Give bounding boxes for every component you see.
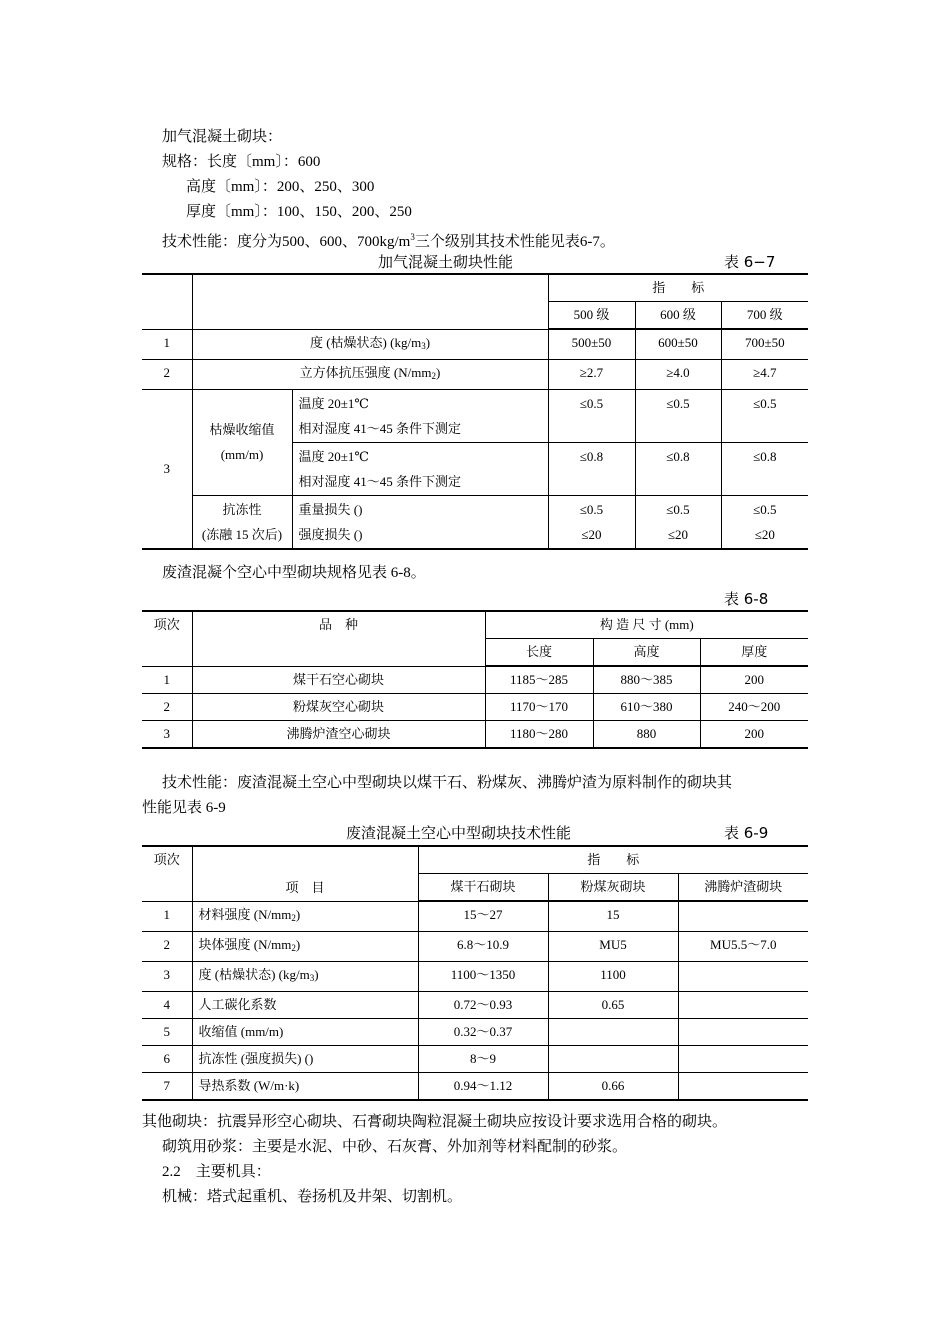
- table1-row-4-cond: [292, 495, 548, 549]
- outro-line-1: 其他砌块：抗震异形空心砌块、石膏砌块陶粒混凝土砌块应按设计要求选用合格的砌块。: [142, 1114, 728, 1130]
- table1-row-3b-v700: ≤0.8: [721, 442, 808, 495]
- table2-header-kind: 品 种: [192, 611, 485, 666]
- table2-row-2-height: 610～380: [593, 694, 700, 721]
- table2-header-height: 高度: [593, 639, 700, 667]
- table3-row-6: [142, 1045, 808, 1072]
- table1-row-4-v500-a: ≤0.5: [579, 501, 604, 517]
- table3-label: 表 6-9: [724, 824, 769, 842]
- table3-header-flyash: 粉煤灰砌块: [548, 874, 678, 902]
- table2-row-2-kind: 粉煤灰空心砌块: [192, 694, 485, 721]
- table1-row-1-v700: 700±50: [721, 329, 808, 359]
- table-6-9: [142, 845, 808, 1101]
- table3-row-2-slag: MU5.5～7.0: [678, 931, 808, 961]
- para-table-6-8-intro: 废渣混凝个空心中型砌块规格见表 6-8。: [162, 565, 426, 581]
- table1-row-3a-cond-1: 温度 20±1℃: [298, 395, 369, 411]
- table1-row-2-v700: ≥4.7: [721, 359, 808, 389]
- table3-row-1: [142, 901, 808, 931]
- table1-row-4-v700-a: ≤0.5: [753, 501, 777, 517]
- table3-header-item: 项 目: [192, 846, 418, 901]
- table1-row-4-cond-a: 重量损失 (): [298, 501, 363, 517]
- table3-row-2-no: 2: [142, 931, 192, 961]
- table1-grade-700: 700 级: [721, 302, 808, 330]
- table1-row-3a-v600: ≤0.5: [635, 389, 721, 442]
- table2-label: 表 6-8: [724, 590, 769, 608]
- table3-row-1-item-text: 材料强度 (N/mm: [198, 906, 292, 922]
- table1-row-4-v500-b: ≤20: [581, 526, 602, 542]
- table3-row-2-item-text: 块体强度 (N/mm: [198, 936, 292, 952]
- table1-row-3-category: [192, 389, 292, 495]
- table3-row-3-item-sub: 3: [309, 972, 315, 983]
- table3-row-2-item-end: ): [295, 936, 301, 952]
- table1-row-1-item-end: ): [425, 334, 431, 350]
- table1-row-2-item: [192, 359, 548, 389]
- table2-row-3-kind: 沸腾炉渣空心砌块: [192, 721, 485, 749]
- table3-row-3-item-text: 度 (枯燥状态) (kg/m: [198, 966, 310, 982]
- table3-row-6-item: 抗冻性 (强度损失) (): [192, 1045, 418, 1072]
- table1-row-3b-v600: ≤0.8: [635, 442, 721, 495]
- table1-row-3b-cond-1: 温度 20±1℃: [298, 448, 369, 464]
- table3-row-6-no: 6: [142, 1045, 192, 1072]
- table2-row-2-no: 2: [142, 694, 192, 721]
- para-table-6-9-intro-2: 性能见表 6-9: [142, 800, 226, 816]
- table1-row-1-no: 1: [142, 329, 192, 359]
- table1-row-1-v500: 500±50: [548, 329, 635, 359]
- intro-line-3: 高度〔mm〕：200、250、300: [186, 179, 375, 195]
- intro-line-5-a: 技术性能：度分为500、600、700kg/m: [162, 234, 411, 250]
- table1-header-row-1: [142, 274, 808, 302]
- table3-row-7-slag: [678, 1072, 808, 1100]
- table2-row-1-kind: 煤干石空心砌块: [192, 666, 485, 694]
- table2-row-2-length: 1170～170: [485, 694, 593, 721]
- table1-row-3b-cond: [292, 442, 548, 495]
- table2-row-1-thickness: 200: [700, 666, 808, 694]
- table3-row-3-item: [192, 961, 418, 991]
- table1-grade-500: 500 级: [548, 302, 635, 330]
- table1-row-4-v700-b: ≤20: [754, 526, 775, 542]
- table-6-7: [142, 273, 808, 550]
- table1-row-4-category: [192, 495, 292, 549]
- table3-row-1-item: [192, 901, 418, 931]
- table2-row-1-length: 1185～285: [485, 666, 593, 694]
- intro-line-4: 厚度〔mm〕：100、150、200、250: [186, 204, 412, 220]
- table3-header-row-1: [142, 846, 808, 874]
- table2-row-2: [142, 694, 808, 721]
- table2-row-1-height: 880～385: [593, 666, 700, 694]
- table3-row-1-item-end: ): [295, 906, 301, 922]
- outro-line-2: 砌筑用砂浆：主要是水泥、中砂、石灰膏、外加剂等材料配制的砂浆。: [162, 1139, 628, 1155]
- table2-row-3-height: 880: [593, 721, 700, 749]
- table3-row-3-coal: 1100～1350: [418, 961, 548, 991]
- table1-row-2-item-end: ): [435, 364, 441, 380]
- table3-row-5: [142, 1018, 808, 1045]
- intro-line-2: 规格：长度〔mm〕：600: [162, 154, 321, 170]
- table3-row-4-no: 4: [142, 991, 192, 1018]
- table1-grade-600: 600 级: [635, 302, 721, 330]
- table3-title: 废渣混凝土空心中型砌块技术性能: [346, 824, 572, 842]
- table1-row-4-v600: [635, 495, 721, 549]
- table3-row-3-item-end: ): [314, 966, 319, 982]
- outro-line-4: 机械：塔式起重机、卷扬机及井架、切割机。: [162, 1189, 463, 1205]
- table1-row-3b-cond-2: 相对湿度 41～45 条件下测定: [298, 473, 462, 489]
- table2-row-3-length: 1180～280: [485, 721, 593, 749]
- table1-row-4-v500: [548, 495, 635, 549]
- table1-row-3b-v500: ≤0.8: [548, 442, 635, 495]
- table1-row-2: [142, 359, 808, 389]
- table1-row-3a-v700: ≤0.5: [721, 389, 808, 442]
- table1-row-1-item: [192, 329, 548, 359]
- table3-row-2-coal: 6.8～10.9: [418, 931, 548, 961]
- table1-row-4-v700: [721, 495, 808, 549]
- table2-row-3: [142, 721, 808, 749]
- table3-row-7-coal: 0.94～1.12: [418, 1072, 548, 1100]
- table3-row-7-no: 7: [142, 1072, 192, 1100]
- table1-row-1: [142, 329, 808, 359]
- table3-row-2-item: [192, 931, 418, 961]
- table3-row-5-flyash: [548, 1018, 678, 1045]
- table1-row-3a-cond-2: 相对湿度 41～45 条件下测定: [298, 420, 462, 436]
- table2-row-1: [142, 666, 808, 694]
- table1-row-4-cat2: (冻融 15 次后): [201, 526, 283, 542]
- table1-row-1-unit-sub: 3: [421, 340, 426, 351]
- table1-row-3-cat1: 枯燥收缩值: [209, 422, 275, 437]
- table3-row-4: [142, 991, 808, 1018]
- table1-corner-no: [142, 274, 192, 329]
- intro-line-5: [162, 227, 615, 252]
- table3-row-5-item: 收缩值 (mm/m): [192, 1018, 418, 1045]
- table3-row-4-flyash: 0.65: [548, 991, 678, 1018]
- table3-row-3-no: 3: [142, 961, 192, 991]
- table3-row-2: [142, 931, 808, 961]
- table3-row-1-no: 1: [142, 901, 192, 931]
- table-6-8: [142, 610, 808, 749]
- intro-line-5-sup: 3: [410, 232, 415, 242]
- table1-row-3a: [142, 389, 808, 442]
- table3-header-group: 指 标: [418, 846, 808, 874]
- table3-row-7-flyash: 0.66: [548, 1072, 678, 1100]
- table2-header-length: 长度: [485, 639, 593, 667]
- table3-row-5-no: 5: [142, 1018, 192, 1045]
- table3-row-7-item: 导热系数 (W/m·k): [192, 1072, 418, 1100]
- table3-row-1-flyash: 15: [548, 901, 678, 931]
- table3-row-4-item: 人工碳化系数: [192, 991, 418, 1018]
- table1-row-4-cond-b: 强度损失 (): [298, 526, 363, 542]
- table2-header-group: 构 造 尺 寸 (mm): [485, 611, 808, 639]
- table1-row-1-v600: 600±50: [635, 329, 721, 359]
- table1-corner-item: [192, 274, 548, 329]
- table3-header-slag: 沸腾炉渣砌块: [678, 874, 808, 902]
- table3-row-3: [142, 961, 808, 991]
- table3-row-2-flyash: MU5: [548, 931, 678, 961]
- table1-row-4-v600-b: ≤20: [667, 526, 689, 542]
- table3-row-5-slag: [678, 1018, 808, 1045]
- outro-line-3: 2.2 主要机具：: [162, 1164, 271, 1180]
- para-table-6-9-intro-1: 技术性能：废渣混凝土空心中型砌块以煤干石、粉煤灰、沸腾炉渣为原料制作的砌块其: [162, 775, 733, 791]
- table1-row-3-cat2: (mm/m): [220, 447, 264, 462]
- table1-row-4-v600-a: ≤0.5: [666, 501, 690, 517]
- table3-row-3-slag: [678, 961, 808, 991]
- table1-label: 表 6−7: [724, 253, 776, 271]
- table2-header-row-1: [142, 611, 808, 639]
- table1-row-2-v500: ≥2.7: [548, 359, 635, 389]
- table3-header-coal: 煤干石砌块: [418, 874, 548, 902]
- table1-row-2-unit-sub: 2: [431, 370, 436, 381]
- table1-row-1-item-text: 度 (枯燥状态) (kg/m: [309, 334, 422, 350]
- table1-row-3a-v500: ≤0.5: [548, 389, 635, 442]
- table1-row-4-cat1: 抗冻性: [222, 501, 262, 517]
- table2-row-2-thickness: 240～200: [700, 694, 808, 721]
- table2-header-thickness: 厚度: [700, 639, 808, 667]
- table1-row-2-v600: ≥4.0: [635, 359, 721, 389]
- table2-row-3-no: 3: [142, 721, 192, 749]
- table3-row-5-coal: 0.32～0.37: [418, 1018, 548, 1045]
- table1-row-2-no: 2: [142, 359, 192, 389]
- table3-row-1-item-sub: 2: [291, 912, 296, 923]
- table2-row-3-thickness: 200: [700, 721, 808, 749]
- table1-header-group: 指 标: [548, 274, 808, 302]
- table3-row-3-flyash: 1100: [548, 961, 678, 991]
- table1-row-2-item-text: 立方体抗压强度 (N/mm: [299, 364, 432, 380]
- table1-row-4: [142, 495, 808, 549]
- table3-row-6-slag: [678, 1045, 808, 1072]
- table1-row-3a-cond: [292, 389, 548, 442]
- table3-row-7: [142, 1072, 808, 1100]
- table3-row-6-flyash: [548, 1045, 678, 1072]
- table3-row-4-slag: [678, 991, 808, 1018]
- table3-row-2-item-sub: 2: [291, 942, 296, 953]
- intro-line-5-b: 三个级别其技术性能见表6-7。: [414, 234, 615, 250]
- intro-line-1: 加气混凝土砌块：: [162, 129, 283, 145]
- table1-title: 加气混凝土砌块性能: [378, 253, 514, 271]
- table3-row-1-coal: 15～27: [418, 901, 548, 931]
- table1-row-3-no: 3: [142, 389, 192, 549]
- table3-row-6-coal: 8～9: [418, 1045, 548, 1072]
- table3-row-1-slag: [678, 901, 808, 931]
- table2-header-no: 项次: [142, 611, 192, 666]
- table3-row-4-coal: 0.72～0.93: [418, 991, 548, 1018]
- table3-header-no: 项次: [142, 846, 192, 901]
- table2-row-1-no: 1: [142, 666, 192, 694]
